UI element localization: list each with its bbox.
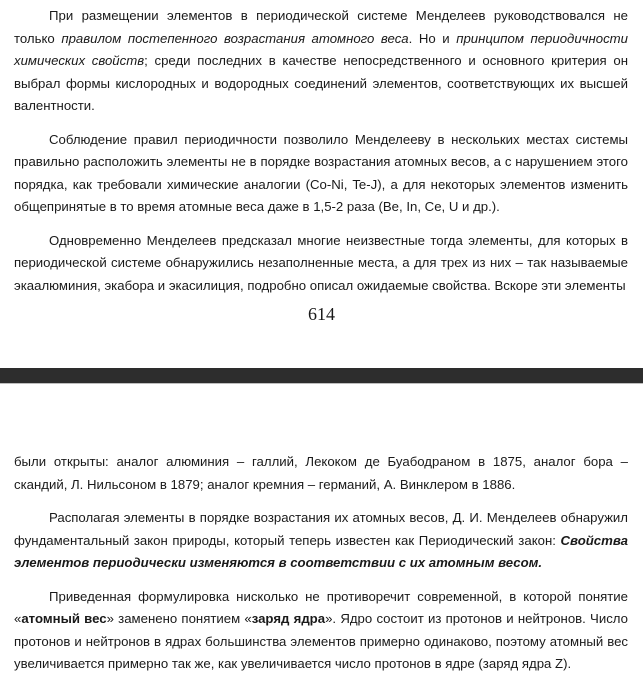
paragraph bbox=[14, 230, 628, 298]
text-run: ; среди последних в качестве непосредственного и основного критерия он выбрал формы кислородных и водородных соединений элементов, соответствующих их высшей валентности. bbox=[14, 53, 629, 113]
bold-text-run: заряд ядра bbox=[251, 611, 326, 626]
italic-text-run: принципом периодичности химических свойств bbox=[14, 30, 628, 68]
paragraph bbox=[14, 451, 628, 496]
paragraph bbox=[14, 5, 628, 118]
text-run: были открыты: аналог алюминия – галлий, Лекоком де Буабодраном в 1875, аналог бора – скандий, Л. Нильсоном в 1879; аналог кремния – германий, А. Винклером в 1886. bbox=[14, 454, 628, 492]
paragraph bbox=[14, 129, 628, 219]
page-separator bbox=[0, 368, 643, 384]
text-run: . Но и bbox=[408, 30, 457, 46]
text-run: Располагая элементы в порядке возрастания их атомных весов, Д. И. Менделеев обнаружил фундаментальный закон природы, который теперь известен как Периодический закон: bbox=[14, 510, 628, 548]
italic-text-run: правилом постепенного возрастания атомного веса bbox=[61, 30, 409, 46]
text-run: Соблюдение правил периодичности позволило Менделееву в нескольких местах системы правильно расположить элементы не в порядке возрастания атомных весов, а с нарушением этого порядка, как требовали химические аналогии (Co-Ni, Te-J), а для некоторых элементов изменить общепринятые в то время атомные веса даже в 1,5-2 раза (Be, In, Ce, U и др.). bbox=[14, 131, 628, 214]
page-number: 614 bbox=[308, 304, 335, 324]
bold-text-run: атомный вес bbox=[21, 611, 107, 626]
bold-italic-text-run: Свойства элементов периодически изменяются в соответствии с их атомным весом. bbox=[14, 532, 628, 570]
page-body-upper bbox=[14, 5, 628, 297]
text-run: Одновременно Менделеев предсказал многие неизвестные тогда элементы, для которых в периодической системе обнаружились незаполненные места, а для трех из них – так называемые экаалюминия, экабора и экасилиция, подробно описал ожидаемые свойства. Вскоре эти элементы bbox=[14, 232, 628, 293]
text-run: » заменено понятием « bbox=[106, 611, 252, 626]
paragraph bbox=[14, 586, 628, 676]
text-run: При размещении элементов в периодической системе Менделеев руководствовался не только bbox=[14, 8, 628, 46]
document-page-lower bbox=[0, 384, 643, 671]
page-body-lower bbox=[14, 451, 628, 676]
text-run: Приведенная формулировка нисколько не противоречит современной, в которой понятие « bbox=[14, 588, 628, 626]
paragraph bbox=[14, 507, 628, 575]
text-run: ». Ядро состоит из протонов и нейтронов. Число протонов и нейтронов в ядрах большинства элементов примерно одинаково, поэтому атомный вес увеличивается примерно так же, как увеличивается число протонов в ядре (заряд ядра Z). bbox=[14, 611, 628, 671]
